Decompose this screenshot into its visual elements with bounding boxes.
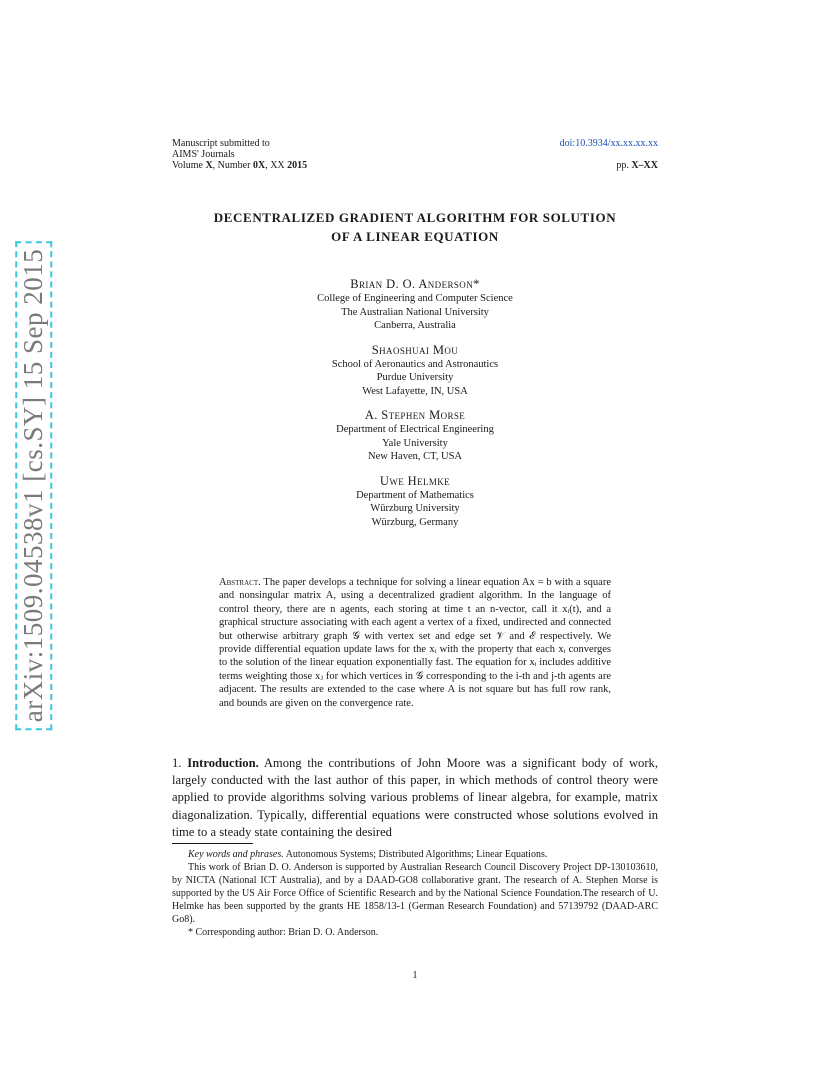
affiliation-line: College of Engineering and Computer Science: [317, 293, 513, 304]
header-number: 0X: [252, 160, 266, 171]
keywords-text: Autonomous Systems; Distributed Algorithms; Linear Equations.: [283, 849, 548, 860]
affiliation: [172, 489, 658, 530]
author-name: Brian D. O. Anderson*: [350, 277, 480, 291]
keywords-footnote: [172, 848, 658, 861]
affiliation-line: Department of Electrical Engineering: [336, 424, 494, 435]
header-year: 2015: [287, 160, 308, 171]
section-number: 1.: [172, 756, 188, 770]
corresponding-author-footnote: * Corresponding author: Brian D. O. Anderson.: [188, 927, 379, 938]
affiliation-line: Würzburg University: [370, 503, 460, 514]
affiliation-line: School of Aeronautics and Astronautics: [331, 358, 499, 370]
header-volume-line: Volume X, Number 0X, XX 2015: [172, 160, 308, 171]
abstract-label: Abstract.: [219, 577, 261, 588]
author-name: Shaoshuai Mou: [371, 342, 459, 357]
arxiv-stamp-text[interactable]: arXiv:1509.04538v1 [cs.SY] 15 Sep 2015: [16, 240, 53, 729]
author-block: [172, 276, 658, 538]
author-name: Uwe Helmke: [379, 473, 451, 488]
author-2: [172, 342, 658, 399]
header-journal: AIMS' Journals: [172, 149, 235, 160]
arxiv-stamp: [14, 248, 54, 722]
affiliation-line: Würzburg, Germany: [371, 516, 459, 528]
affiliation-line: The Australian National University: [341, 306, 489, 318]
abstract-text: The paper develops a technique for solving a linear equation Ax = b with a square and nonsingular matrix A, using a decentralized gradient algorithm. In the language of control theory, there are n agents, each storing at time t an n-vector, call it xᵢ(t), and a graphical structure associating with each agent a vertex of a fixed, undirected and connected but otherwise arbitrary graph 𝒢 with vertex set and edge set 𝒱 and ℰ respectively. We provide differential equation update laws for the xᵢ with the property that each xᵢ converges to the solution of the linear equation exponentially fast. The equation for xᵢ includes additive terms weighting those xⱼ for which vertices in 𝒢 corresponding to the i-th and j-th agents are adjacent. The results are extended to the case where A is not square but has full row rank, and bounds are given on the convergence rate.: [219, 577, 611, 709]
affiliation-line: Department of Mathematics: [356, 489, 474, 501]
abstract: [219, 576, 611, 710]
funding-footnote: This work of Brian D. O. Anderson is supported by Australian Research Council Discovery Project DP-130103610, by NICTA (National ICT Australia), and by a DAAD-GO8 collaborative grant. The research of A. Stephen Morse is supported by the US Air Force Office of Scientific Research and by the National Science Foundation.The research of U. Helmke has been supported by the grants HE 1858/13-1 (German Research Foundation) and 57139792 (DAAD-ARC Go8).: [172, 862, 658, 925]
title-line-1: DECENTRALIZED GRADIENT ALGORITHM FOR SOLUTION: [213, 210, 617, 225]
affiliation: [172, 358, 658, 399]
header-right: [560, 138, 658, 171]
affiliation-line: New Haven, CT, USA: [368, 451, 462, 462]
affiliation-line: Purdue University: [376, 372, 454, 383]
author-1: [172, 276, 658, 333]
affiliation: [172, 292, 658, 333]
header-manuscript: Manuscript submitted to: [172, 138, 270, 149]
paper-title: [172, 208, 658, 246]
author-4: [172, 473, 658, 530]
introduction-text: Among the contributions of John Moore was a significant body of work, largely conducted with the last author of this paper, in which methods of control theory were applied to provide algorithms solving various problems of linear algebra, for example, matrix diagonalization. Typically, differential equations were constructed whose solutions evolved in time to a steady state containing the desired: [172, 756, 658, 839]
keywords-label: Key words and phrases.: [188, 849, 284, 860]
header-pp: X–XX: [631, 160, 658, 171]
page-number: 1: [412, 970, 418, 981]
introduction-section: [172, 755, 658, 841]
affiliation-line: Canberra, Australia: [374, 320, 456, 331]
footnotes: [172, 848, 658, 939]
section-heading: Introduction.: [187, 756, 259, 770]
title-line-2: OF A LINEAR EQUATION: [331, 229, 499, 244]
footnote-rule: [172, 843, 253, 844]
header-pages: pp. X–XX: [616, 160, 658, 171]
affiliation: [172, 423, 658, 464]
doi-link[interactable]: doi:10.3934/xx.xx.xx.xx: [559, 138, 658, 149]
author-3: [172, 407, 658, 464]
affiliation-line: Yale University: [382, 437, 448, 449]
journal-header: [172, 138, 307, 171]
author-name: A. Stephen Morse: [364, 408, 466, 422]
header-volume: X: [205, 160, 213, 171]
affiliation-line: West Lafayette, IN, USA: [362, 385, 468, 397]
